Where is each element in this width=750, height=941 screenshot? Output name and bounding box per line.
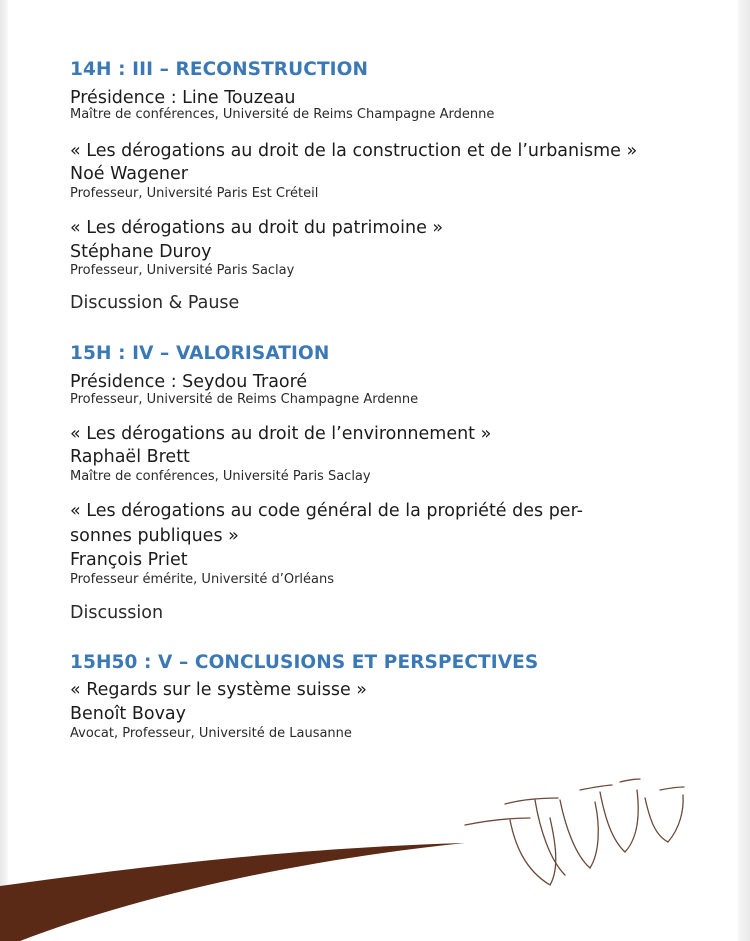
session5-affiliation: Avocat, Professeur, Université de Lausanne [70, 726, 352, 741]
session3-talk2-title: « Les dérogations au droit du patrimoine » [70, 218, 444, 238]
session4-talk1-affiliation: Maître de conférences, Université Paris Saclay [70, 469, 371, 484]
session4-talk1-title: « Les dérogations au droit de l’environnement » [70, 424, 492, 444]
session3-chair: Présidence : Line Touzeau [70, 88, 296, 108]
session4-talk2-title-line1: « Les dérogations au code général de la propriété des per- [70, 501, 583, 521]
session4-talk2-title-line2: sonnes publiques » [70, 526, 239, 546]
session3-chair-affiliation: Maître de conférences, Université de Reims Champagne Ardenne [70, 107, 495, 122]
session3-talk1-title: « Les dérogations au droit de la construction et de l’urbanisme » [70, 141, 638, 161]
session3-talk1-affiliation: Professeur, Université Paris Est Créteil [70, 186, 319, 201]
session5-heading: 15H50 : V – CONCLUSIONS ET PERSPECTIVES [70, 652, 539, 673]
session4-talk2-affiliation: Professeur émérite, Université d’Orléans [70, 572, 334, 587]
sketched-bowls-icon [465, 779, 684, 885]
session5-talk-title: « Regards sur le système suisse » [70, 680, 368, 700]
session4-heading: 15H : IV – VALORISATION [70, 343, 330, 364]
session4-talk2-speaker: François Priet [70, 550, 188, 570]
brown-swoosh-icon [0, 843, 465, 941]
footer-decoration [0, 760, 750, 941]
session3-talk2-affiliation: Professeur, Université Paris Saclay [70, 263, 295, 278]
session4-chair-affiliation: Professeur, Université de Reims Champagne Ardenne [70, 392, 419, 407]
session4-discussion: Discussion [70, 603, 164, 623]
session3-talk2-speaker: Stéphane Duroy [70, 242, 212, 262]
session3-heading: 14H : III – RECONSTRUCTION [70, 59, 369, 80]
session4-chair: Présidence : Seydou Traoré [70, 372, 308, 392]
session5-speaker: Benoît Bovay [70, 704, 187, 724]
session4-talk1-speaker: Raphaël Brett [70, 447, 190, 467]
session3-discussion: Discussion & Pause [70, 293, 240, 313]
session3-talk1-speaker: Noé Wagener [70, 164, 188, 184]
